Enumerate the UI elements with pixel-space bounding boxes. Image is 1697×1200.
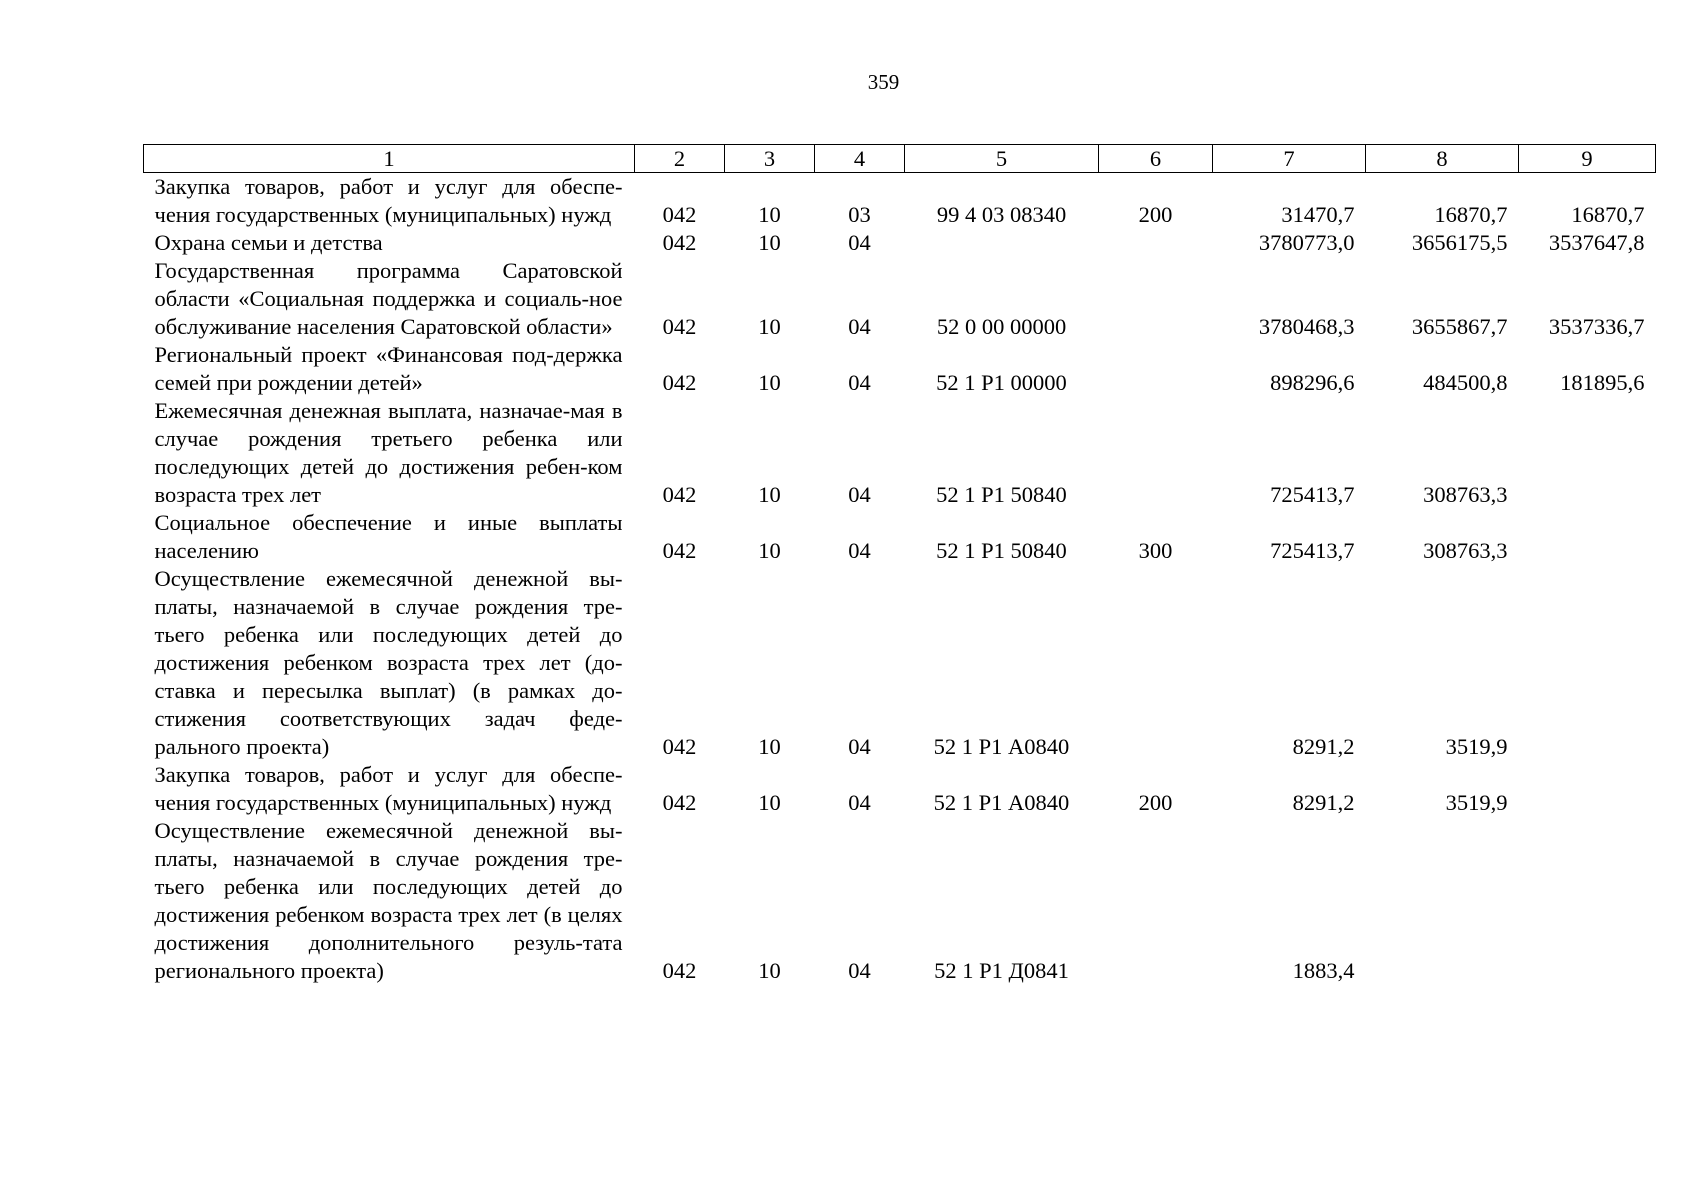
cell-col5: 99 4 03 08340 (936, 202, 1067, 227)
cell-col4: 04 (848, 482, 871, 507)
cell-col7: 8291,2 (1292, 734, 1355, 759)
cell-col5: 52 1 Р1 50840 (936, 482, 1067, 507)
cell-col5: 52 1 Р1 00000 (936, 370, 1067, 395)
cell-col3: 10 (758, 314, 781, 339)
table-row (144, 229, 1656, 257)
cell-col9: 3537647,8 (1548, 230, 1645, 255)
cell-col4: 04 (848, 370, 871, 395)
cell-col9 (1519, 761, 1656, 817)
cell-col7: 898296,6 (1270, 370, 1355, 395)
column-header: 6 (1099, 145, 1213, 173)
cell-col7: 725413,7 (1270, 482, 1355, 507)
cell-col3: 10 (758, 230, 781, 255)
cell-col8: 308763,3 (1423, 482, 1508, 507)
cell-col7: 3780468,3 (1258, 314, 1355, 339)
cell-col6 (1099, 397, 1213, 509)
table-row (144, 257, 1656, 341)
cell-col9 (1519, 509, 1656, 565)
cell-col5: 52 1 Р1 А0840 (933, 734, 1070, 759)
cell-col6 (1099, 817, 1213, 985)
cell-col4: 04 (848, 958, 871, 983)
row-description: Региональный проект «Финансовая под-держка семей при рождении детей» (154, 342, 623, 395)
row-description: Государственная программа Саратовской области «Социальная поддержка и социаль-ное обслуживание населения Саратовской области» (154, 258, 623, 339)
cell-col6: 300 (1138, 538, 1173, 563)
cell-col7: 1883,4 (1292, 958, 1355, 983)
cell-col5: 52 0 00 00000 (936, 314, 1067, 339)
page-number: 359 (867, 70, 900, 94)
column-header: 2 (635, 145, 725, 173)
column-header: 5 (905, 145, 1099, 173)
row-description: Осуществление ежемесячной денежной вы-платы, назначаемой в случае рождения тре-тьего ребенка или последующих детей до достижения ребенком возраста трех лет (в целях достижения дополнительного резуль-тата регионального проекта) (154, 818, 623, 983)
table-row (144, 509, 1656, 565)
cell-col4: 04 (848, 314, 871, 339)
cell-col2: 042 (662, 202, 697, 227)
table-row (144, 173, 1656, 230)
table-row (144, 565, 1656, 761)
cell-col8: 308763,3 (1423, 538, 1508, 563)
cell-col8: 16870,7 (1434, 202, 1508, 227)
budget-table (143, 144, 1656, 985)
column-header: 1 (144, 145, 635, 173)
column-header: 4 (815, 145, 905, 173)
cell-col9: 3537336,7 (1548, 314, 1645, 339)
cell-col9 (1519, 565, 1656, 761)
cell-col8: 3655867,7 (1411, 314, 1508, 339)
cell-col7: 725413,7 (1270, 538, 1355, 563)
cell-col9: 16870,7 (1571, 202, 1645, 227)
cell-col4: 04 (848, 230, 871, 255)
cell-col7: 3780773,0 (1258, 230, 1355, 255)
cell-col2: 042 (662, 314, 697, 339)
cell-col2: 042 (662, 958, 697, 983)
cell-col7: 8291,2 (1292, 790, 1355, 815)
cell-col5 (905, 229, 1099, 257)
cell-col2: 042 (662, 230, 697, 255)
cell-col2: 042 (662, 538, 697, 563)
cell-col5: 52 1 Р1 А0840 (933, 790, 1070, 815)
table-row (144, 817, 1656, 985)
row-description: Закупка товаров, работ и услуг для обеспе-чения государственных (муниципальных) нужд (154, 762, 623, 815)
row-description: Ежемесячная денежная выплата, назначае-мая в случае рождения третьего ребенка или последующих детей до достижения ребен-ком возраста трех лет (154, 398, 623, 507)
cell-col8: 3519,9 (1445, 790, 1508, 815)
cell-col2: 042 (662, 482, 697, 507)
cell-col4: 04 (848, 538, 871, 563)
cell-col8: 3656175,5 (1411, 230, 1508, 255)
cell-col6: 200 (1138, 202, 1173, 227)
cell-col3: 10 (758, 958, 781, 983)
cell-col6: 200 (1138, 790, 1173, 815)
cell-col8: 484500,8 (1423, 370, 1508, 395)
cell-col4: 03 (848, 202, 871, 227)
cell-col4: 04 (848, 790, 871, 815)
row-description: Социальное обеспечение и иные выплаты населению (154, 510, 623, 563)
cell-col3: 10 (758, 538, 781, 563)
cell-col9 (1519, 397, 1656, 509)
cell-col6 (1099, 257, 1213, 341)
row-description: Охрана семьи и детства (154, 230, 383, 255)
cell-col6 (1099, 341, 1213, 397)
table-row (144, 341, 1656, 397)
column-header: 3 (725, 145, 815, 173)
table-row (144, 761, 1656, 817)
cell-col9 (1519, 817, 1656, 985)
cell-col9: 181895,6 (1560, 370, 1645, 395)
cell-col6 (1099, 229, 1213, 257)
cell-col8: 3519,9 (1445, 734, 1508, 759)
row-description: Осуществление ежемесячной денежной вы-платы, назначаемой в случае рождения тре-тьего ребенка или последующих детей до достижения ребенком возраста трех лет (до-ставка и пересылка выплат) (в рамках до-стижения соответствующих задач феде-рального проекта) (154, 566, 623, 759)
cell-col3: 10 (758, 202, 781, 227)
cell-col2: 042 (662, 370, 697, 395)
cell-col3: 10 (758, 370, 781, 395)
cell-col7: 31470,7 (1281, 202, 1355, 227)
cell-col3: 10 (758, 790, 781, 815)
cell-col8 (1366, 817, 1519, 985)
cell-col5: 52 1 Р1 50840 (936, 538, 1067, 563)
cell-col6 (1099, 565, 1213, 761)
cell-col2: 042 (662, 734, 697, 759)
cell-col3: 10 (758, 482, 781, 507)
cell-col2: 042 (662, 790, 697, 815)
header-row (144, 145, 1656, 173)
cell-col4: 04 (848, 734, 871, 759)
column-header: 8 (1366, 145, 1519, 173)
column-header: 7 (1213, 145, 1366, 173)
table-row (144, 397, 1656, 509)
row-description: Закупка товаров, работ и услуг для обеспе-чения государственных (муниципальных) нужд (154, 174, 623, 227)
column-header: 9 (1519, 145, 1656, 173)
cell-col5: 52 1 Р1 Д0841 (934, 958, 1069, 983)
cell-col3: 10 (758, 734, 781, 759)
